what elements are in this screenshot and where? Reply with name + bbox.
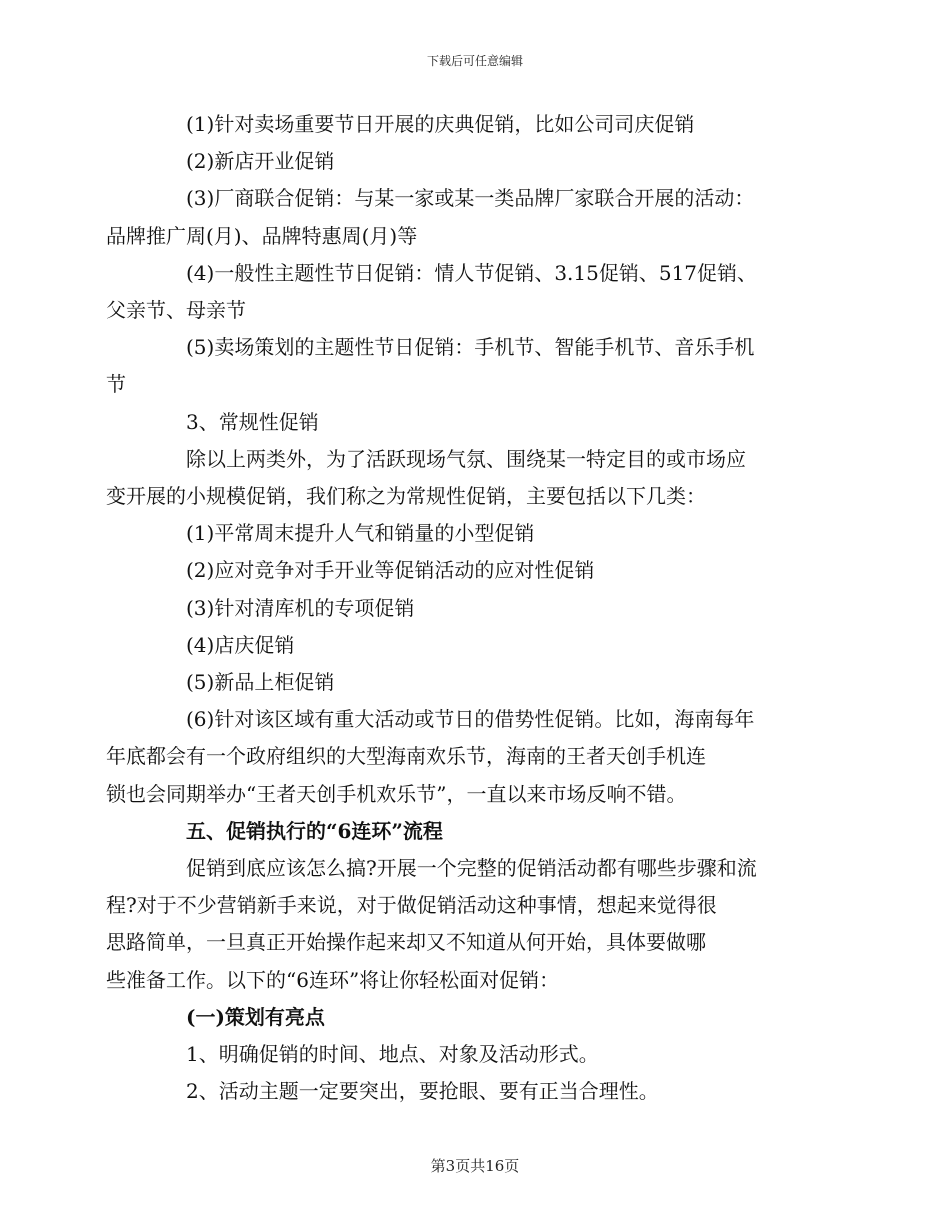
paragraph [146,552,810,589]
paragraph [146,1073,810,1110]
text-line: 除以上两类外，为了活跃现场气氛、围绕某一特定目的或市场应 [186,446,746,471]
text-line: (5)新品上柜促销 [186,670,335,695]
text-line: 2、活动主题一定要突出，要抢眼、要有正当合理性。 [186,1079,659,1104]
text-line: (2)新店开业促销 [186,149,335,174]
paragraph [146,143,810,180]
text-line: 变开展的小规模促销，我们称之为常规性促销，主要包括以下几类： [106,484,706,509]
paragraph [106,701,810,813]
text-line: (一)策划有亮点 [186,1004,325,1029]
text-line: (3)厂商联合促销：与某一家或某一类品牌厂家联合开展的活动： [186,186,755,211]
paragraph [146,1036,810,1073]
text-line: (1)平常周末提升人气和销量的小型促销 [186,521,535,546]
paragraph [106,850,810,999]
text-line: (3)针对清库机的专项促销 [186,595,415,620]
section-heading [146,813,810,850]
text-line: 品牌推广周(月)、品牌特惠周(月)等 [106,223,418,248]
paragraph [146,627,810,664]
text-line: 父亲节、母亲节 [106,298,246,323]
page-header: 下载后可任意编辑 [426,54,523,68]
paragraph [106,329,810,403]
text-line: 促销到底应该怎么搞?开展一个完整的促销活动都有哪些步骤和流 [186,856,757,881]
text-line: 节 [106,372,126,397]
paragraph [106,255,810,329]
text-line: 3、常规性促销 [186,409,319,434]
text-line: (5)卖场策划的主题性节日促销：手机节、智能手机节、音乐手机 [186,335,755,360]
document-body [106,106,810,1110]
text-line: 年底都会有一个政府组织的大型海南欢乐节，海南的王者天创手机连 [106,744,706,769]
page-footer: 第3页共16页 [430,1157,520,1175]
paragraph [146,404,810,441]
text-line: (4)一般性主题性节日促销：情人节促销、3.15促销、517促销、 [186,260,758,285]
text-line: 程?对于不少营销新手来说，对于做促销活动这种事情，想起来觉得很 [106,893,717,918]
paragraph [106,441,810,515]
text-line: (1)针对卖场重要节日开展的庆典促销，比如公司司庆促销 [186,112,695,136]
text-line: 思路简单，一旦真正开始操作起来却又不知道从何开始，具体要做哪 [106,930,706,955]
paragraph [146,106,810,143]
text-line: (2)应对竞争对手开业等促销活动的应对性促销 [186,558,595,583]
text-line: 五、促销执行的“6连环”流程 [186,818,443,843]
text-line: (4)店庆促销 [186,632,295,657]
text-line: 锁也会同期举办“王者天创手机欢乐节”，一直以来市场反响不错。 [106,781,687,806]
text-line: 些准备工作。以下的“6连环”将让你轻松面对促销： [106,967,560,992]
section-heading [146,999,810,1036]
paragraph [106,180,810,254]
paragraph [146,590,810,627]
paragraph [146,515,810,552]
text-line: 1、明确促销的时间、地点、对象及活动形式。 [186,1042,599,1067]
paragraph [146,664,810,701]
text-line: (6)针对该区域有重大活动或节日的借势性促销。比如，海南每年 [186,707,755,732]
